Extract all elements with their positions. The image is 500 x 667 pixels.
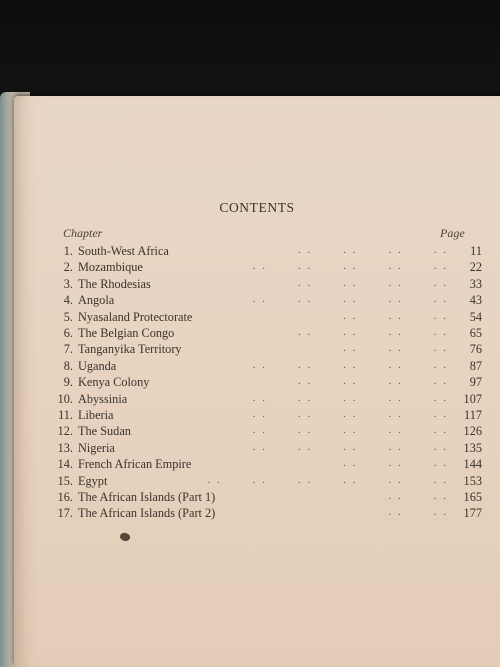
- contents-entry: [14, 408, 500, 424]
- dot-leader-segment: . .: [388, 326, 403, 338]
- chapter-number: 9.: [63, 375, 73, 390]
- chapter-number: 11.: [58, 408, 73, 422]
- chapter-number: 7.: [63, 342, 73, 357]
- dot-leader-segment: . .: [252, 391, 267, 404]
- dot-leader-segment: . .: [298, 260, 313, 273]
- dot-leader-segment: . .: [433, 391, 448, 404]
- contents-entry: [14, 310, 500, 326]
- dot-leader-segment: . .: [433, 293, 448, 306]
- dot-leader-segment: . .: [388, 424, 403, 437]
- contents-entry: [14, 392, 500, 408]
- book-page: [14, 96, 500, 667]
- dot-leader-segment: . .: [298, 440, 313, 453]
- dot-leader-segment: . .: [343, 342, 358, 355]
- chapter-title: The Belgian Congo: [78, 326, 175, 340]
- chapter-number: 15.: [57, 473, 73, 488]
- dot-leader-segment: . .: [298, 391, 313, 404]
- chapter-number: 12.: [57, 424, 73, 439]
- dot-leader-segment: . .: [252, 260, 267, 273]
- ink-smudge: [119, 531, 131, 542]
- dot-leader-segment: . .: [433, 342, 448, 355]
- dot-leader-segment: . .: [298, 358, 313, 371]
- chapter-number: 8.: [63, 358, 73, 373]
- dot-leader-segment: . .: [298, 326, 313, 338]
- dot-leader-segment: . .: [388, 260, 403, 273]
- dot-leader: [78, 293, 448, 309]
- page-number: 97: [469, 375, 482, 390]
- page-number: 126: [463, 424, 482, 439]
- dot-leader: [78, 441, 448, 457]
- chapter-title: The African Islands (Part 2): [78, 506, 216, 521]
- chapter-title: Angola: [78, 293, 115, 308]
- dot-leader-segment: . .: [343, 408, 358, 420]
- page-column-label: Page: [440, 226, 465, 240]
- dot-leader-segment: . .: [343, 276, 358, 289]
- page-number: 177: [463, 506, 482, 521]
- dot-leader-segment: . .: [343, 440, 358, 453]
- dot-leader-segment: . .: [343, 326, 358, 338]
- dot-leader-segment: . .: [252, 293, 267, 306]
- contents-entry: [14, 457, 500, 473]
- chapter-number: 2.: [63, 260, 73, 275]
- chapter-number: 14.: [57, 457, 73, 472]
- dot-leader-segment: . .: [252, 358, 267, 371]
- dot-leader: [78, 424, 448, 440]
- chapter-title: French African Empire: [78, 457, 192, 472]
- page-number: 22: [469, 260, 482, 275]
- page-number: 107: [463, 391, 482, 406]
- contents-heading: CONTENTS: [219, 200, 295, 215]
- dot-leader-segment: . .: [343, 391, 358, 404]
- dot-leader-segment: . .: [433, 309, 448, 322]
- chapter-title: The Rhodesias: [78, 276, 151, 291]
- dot-leader-segment: . .: [388, 293, 403, 306]
- dot-leader-segment: . .: [343, 260, 358, 273]
- chapter-title: Liberia: [78, 408, 114, 422]
- dot-leader-segment: . .: [388, 440, 403, 453]
- contents-entry: [14, 342, 500, 358]
- chapter-title: Tanganyika Territory: [78, 342, 182, 357]
- dot-leader-segment: . .: [433, 424, 448, 437]
- dot-leader-segment: . .: [433, 506, 448, 519]
- dot-leader-segment: . .: [433, 276, 448, 289]
- contents-entry: [14, 474, 500, 490]
- contents-entry: [14, 490, 500, 506]
- chapter-title: Uganda: [78, 358, 117, 373]
- dot-leader-segment: . .: [388, 490, 403, 502]
- chapter-title: Abyssinia: [78, 391, 128, 406]
- chapter-column-label: Chapter: [63, 226, 103, 240]
- contents-entry: [14, 326, 500, 342]
- dot-leader-segment: . .: [388, 358, 403, 371]
- dot-leader: [78, 408, 448, 424]
- chapter-title: Egypt: [78, 473, 108, 488]
- dot-leader-segment: . .: [433, 473, 448, 486]
- contents-entry: [14, 424, 500, 440]
- chapter-title: The Sudan: [78, 424, 131, 439]
- dot-leader-segment: . .: [388, 342, 403, 355]
- dot-leader-segment: . .: [298, 473, 313, 486]
- chapter-title: South-West Africa: [78, 244, 169, 258]
- chapter-title: The African Islands (Part 1): [78, 490, 216, 504]
- dot-leader-segment: . .: [298, 244, 313, 256]
- contents-entry: [14, 506, 500, 522]
- dot-leader: [78, 359, 448, 375]
- dot-leader-segment: . .: [388, 506, 403, 519]
- page-number: 43: [469, 293, 482, 308]
- contents-entry: [14, 441, 500, 457]
- chapter-number: 13.: [57, 440, 73, 455]
- dot-leader-segment: . .: [298, 293, 313, 306]
- dot-leader-segment: . .: [343, 424, 358, 437]
- dot-leader-segment: . .: [433, 244, 448, 256]
- dot-leader-segment: . .: [433, 457, 448, 470]
- dot-leader-segment: . .: [388, 309, 403, 322]
- dot-leader-segment: . .: [343, 358, 358, 371]
- chapter-number: 5.: [63, 309, 73, 324]
- dot-leader: [78, 392, 448, 408]
- page-number: 144: [463, 457, 482, 472]
- contents-entry: [14, 359, 500, 375]
- dot-leader-segment: . .: [252, 424, 267, 437]
- dot-leader-segment: . .: [298, 408, 313, 420]
- chapter-number: 16.: [57, 490, 73, 504]
- dot-leader: [78, 474, 448, 490]
- dot-leader-segment: . .: [388, 457, 403, 470]
- dot-leader-segment: . .: [433, 326, 448, 338]
- chapter-title: Kenya Colony: [78, 375, 150, 390]
- dot-leader-segment: . .: [433, 375, 448, 388]
- chapter-title: Nigeria: [78, 440, 115, 455]
- page-number: 33: [469, 276, 482, 291]
- contents-entry: [14, 375, 500, 391]
- chapter-number: 1.: [63, 244, 73, 258]
- page-number: 117: [464, 408, 482, 422]
- dot-leader-segment: . .: [433, 358, 448, 371]
- dot-leader-segment: . .: [388, 408, 403, 420]
- contents-entry: [14, 260, 500, 276]
- page-number: 54: [469, 309, 482, 324]
- dot-leader-segment: . .: [343, 457, 358, 470]
- dot-leader-segment: . .: [433, 490, 448, 502]
- contents-entry: [14, 244, 500, 260]
- page-number: 87: [469, 358, 482, 373]
- page-number: 11: [470, 244, 482, 258]
- chapter-number: 4.: [63, 293, 73, 308]
- chapter-title: Mozambique: [78, 260, 143, 275]
- dot-leader-segment: . .: [207, 473, 222, 486]
- dot-leader-segment: . .: [298, 276, 313, 289]
- dot-leader-segment: . .: [388, 473, 403, 486]
- chapter-number: 3.: [63, 276, 73, 291]
- dot-leader-segment: . .: [388, 244, 403, 256]
- page-number: 65: [469, 326, 482, 340]
- page-number: 76: [469, 342, 482, 357]
- dot-leader-segment: . .: [388, 276, 403, 289]
- dot-leader-segment: . .: [388, 391, 403, 404]
- contents-entry: [14, 293, 500, 309]
- dot-leader-segment: . .: [298, 424, 313, 437]
- dot-leader-segment: . .: [343, 309, 358, 322]
- dot-leader-segment: . .: [252, 473, 267, 486]
- dot-leader-segment: . .: [433, 260, 448, 273]
- dot-leader-segment: . .: [343, 244, 358, 256]
- dot-leader-segment: . .: [343, 293, 358, 306]
- dot-leader-segment: . .: [343, 375, 358, 388]
- chapter-number: 10.: [57, 391, 73, 406]
- dot-leader-segment: . .: [252, 408, 267, 420]
- dot-leader-segment: . .: [343, 473, 358, 486]
- chapter-number: 6.: [63, 326, 73, 340]
- dot-leader-segment: . .: [388, 375, 403, 388]
- dot-leader-segment: . .: [433, 440, 448, 453]
- contents-entry: [14, 277, 500, 293]
- page-number: 153: [463, 473, 482, 488]
- dot-leader-segment: . .: [433, 408, 448, 420]
- chapter-title: Nyasaland Protectorate: [78, 309, 193, 324]
- dot-leader-segment: . .: [252, 440, 267, 453]
- page-number: 135: [463, 440, 482, 455]
- page-number: 165: [463, 490, 482, 504]
- chapter-number: 17.: [57, 506, 73, 521]
- dot-leader-segment: . .: [298, 375, 313, 388]
